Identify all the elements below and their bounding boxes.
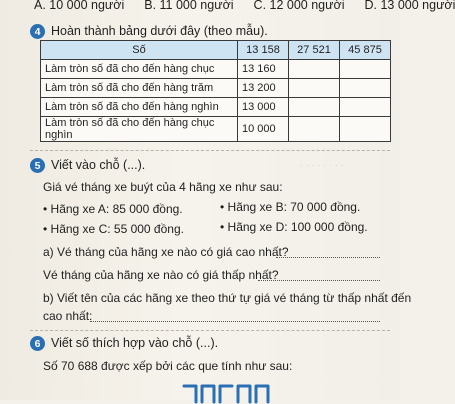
price-b: • Hãng xe B: 70 000 đồng. xyxy=(220,200,361,214)
option-b[interactable]: B. 11 000 người xyxy=(144,0,234,12)
header-45875: 45 875 xyxy=(340,41,391,60)
question-6-badge: 6 xyxy=(30,336,45,351)
table-row xyxy=(41,79,391,98)
question-6-text: Số 70 688 được xếp bởi các que tính như sau: xyxy=(43,359,293,373)
matchstick-number-illustration xyxy=(180,380,270,404)
section-divider xyxy=(30,150,390,151)
question-5-title: Viết vào chỗ (...). xyxy=(51,158,146,172)
answer-line-5a-lowest[interactable] xyxy=(258,280,380,281)
row-label: Làm tròn số đã cho đến hàng trăm xyxy=(41,79,238,98)
question-5-badge: 5 xyxy=(30,158,45,173)
answer-cell[interactable] xyxy=(340,79,391,98)
option-d[interactable]: D. 13 000 người xyxy=(364,0,455,12)
header-so: Số xyxy=(41,41,238,60)
question-5a-lowest: Vé tháng của hãng xe nào có giá thấp nhất? xyxy=(43,268,279,282)
answer-cell[interactable] xyxy=(340,117,391,142)
price-c: • Hãng xe C: 55 000 đồng. xyxy=(43,222,184,236)
answer-line-5b[interactable] xyxy=(90,321,380,322)
section-divider xyxy=(30,330,390,331)
answer-cell[interactable] xyxy=(289,60,340,79)
answer-cell[interactable] xyxy=(340,60,391,79)
table-row xyxy=(41,117,391,142)
bleed-through-text: · · · · · · · · xyxy=(300,160,344,171)
question-4-title: Hoàn thành bảng dưới đây (theo mẫu). xyxy=(51,24,268,38)
row-sample-value: 13 000 xyxy=(238,98,289,117)
answer-options xyxy=(34,0,455,12)
answer-cell[interactable] xyxy=(289,117,340,142)
table-row xyxy=(41,98,391,117)
question-5-intro: Giá vé tháng xe buýt của 4 hãng xe như sau: xyxy=(43,180,283,194)
price-d: • Hãng xe D: 100 000 đồng. xyxy=(220,220,368,234)
table-header-row xyxy=(41,41,391,60)
header-13158: 13 158 xyxy=(238,41,289,60)
row-label: Làm tròn số đã cho đến hàng chục nghìn xyxy=(41,117,238,142)
answer-cell[interactable] xyxy=(289,98,340,117)
row-sample-value: 10 000 xyxy=(238,117,289,142)
header-27521: 27 521 xyxy=(289,41,340,60)
row-sample-value: 13 160 xyxy=(238,60,289,79)
question-4-badge: 4 xyxy=(30,24,45,39)
row-label: Làm tròn số đã cho đến hàng chục xyxy=(41,60,238,79)
option-c[interactable]: C. 12 000 người xyxy=(253,0,345,12)
answer-line-5a-highest[interactable] xyxy=(276,257,380,258)
table-row xyxy=(41,60,391,79)
question-5b: b) Viết tên của các hãng xe theo thứ tự giá vé tháng từ thấp nhất đến xyxy=(43,291,412,305)
option-a[interactable]: A. 10 000 người xyxy=(34,0,125,12)
row-label: Làm tròn số đã cho đến hàng nghìn xyxy=(41,98,238,117)
answer-cell[interactable] xyxy=(340,98,391,117)
answer-cell[interactable] xyxy=(289,79,340,98)
price-a: • Hãng xe A: 85 000 đồng. xyxy=(43,202,183,216)
question-5b-cont: cao nhất: xyxy=(43,309,93,323)
rounding-table xyxy=(40,40,391,142)
question-6-title: Viết số thích hợp vào chỗ (...). xyxy=(51,336,219,350)
row-sample-value: 13 200 xyxy=(238,79,289,98)
question-5a: a) Vé tháng của hãng xe nào có giá cao nhất? xyxy=(43,245,289,259)
